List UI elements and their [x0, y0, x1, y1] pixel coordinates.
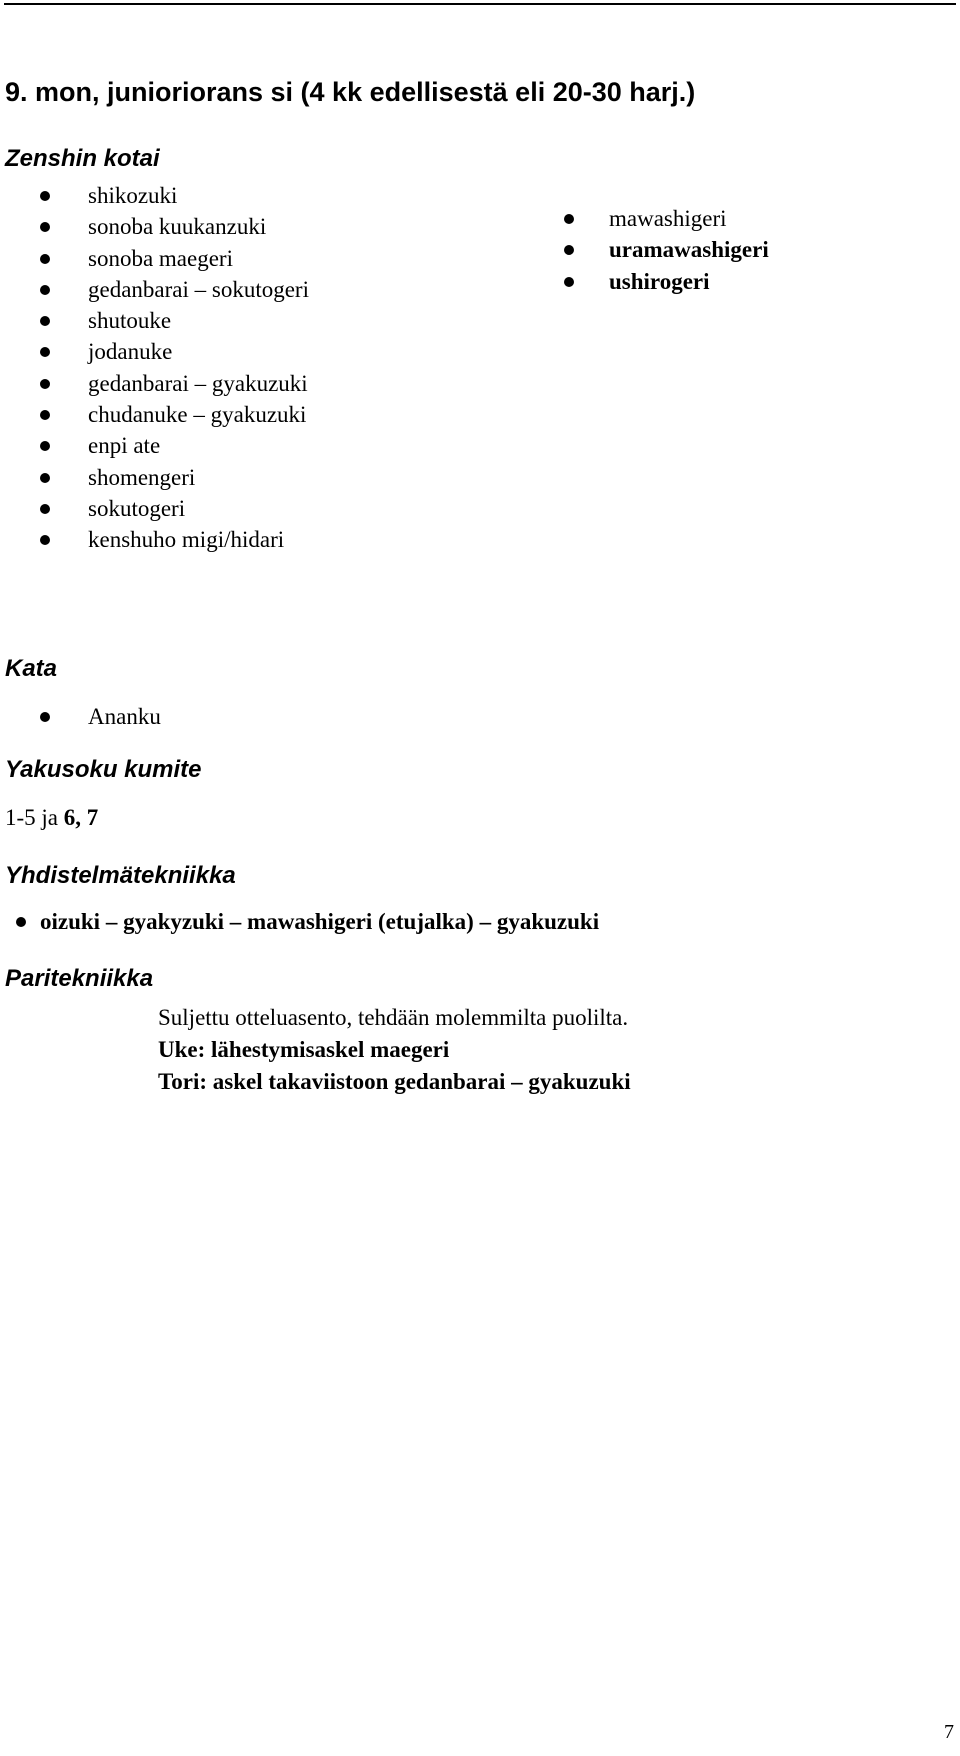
combination-text: oizuki – gyakyzuki – mawashigeri (etujalka) – gyakuzuki: [40, 909, 600, 934]
pair-line-uke: Uke: lähestymisaskel maegeri: [158, 1037, 450, 1062]
bullet-icon: [40, 535, 50, 545]
list-item-text: sonoba kuukanzuki: [88, 214, 267, 240]
list-item: [40, 493, 309, 524]
pair-line: Suljettu otteluasento, tehdään molemmilta puolilta.: [158, 1005, 629, 1030]
list-item-text: shomengeri: [88, 464, 196, 490]
list-item: [40, 368, 309, 399]
zenshin-right-list: [564, 203, 769, 297]
bullet-icon: [40, 410, 50, 420]
list-item-text: gedanbarai – sokutogeri: [88, 276, 309, 302]
heading-kata: Kata: [5, 655, 58, 682]
list-item: [40, 243, 309, 274]
list-item-text: shikozuki: [88, 183, 178, 208]
list-item-text: shutouke: [88, 308, 172, 334]
list-item-text: gedanbarai – gyakuzuki: [88, 370, 308, 396]
list-item: [40, 399, 309, 430]
list-item: [40, 180, 309, 211]
list-item-text: ushirogeri: [609, 268, 710, 294]
bullet-icon: [564, 214, 574, 224]
yakusoku-range: 1-5 ja: [5, 805, 64, 830]
page-title: 9. mon, junioriorans si (4 kk edellisestä eli 20-30 harj.): [5, 77, 696, 107]
bullet-icon: [16, 917, 26, 927]
list-item: [40, 305, 309, 336]
bullet-icon: [40, 441, 50, 451]
yakusoku-extra: 6, 7: [63, 805, 99, 830]
kata-list: [40, 701, 161, 732]
list-item-text: Ananku: [88, 704, 161, 729]
list-item: [40, 462, 309, 493]
list-item-text: sonoba maegeri: [88, 245, 233, 271]
zenshin-left-list: [40, 180, 309, 556]
bullet-icon: [40, 473, 50, 483]
list-item-text: kenshuho migi/hidari: [88, 527, 285, 553]
list-item-text: mawashigeri: [609, 206, 727, 231]
bullet-icon: [40, 379, 50, 389]
list-item-text: sokutogeri: [88, 495, 186, 521]
heading-yhdistelmatekniikka: Yhdistelmätekniikka: [5, 862, 236, 889]
bullet-icon: [564, 245, 574, 255]
bullet-icon: [40, 504, 50, 514]
bullet-icon: [40, 254, 50, 264]
bullet-icon: [40, 316, 50, 326]
list-item: [564, 234, 769, 265]
list-item: [40, 336, 309, 367]
bullet-icon: [564, 277, 574, 287]
combination-item: [16, 908, 599, 936]
list-item-text: chudanuke – gyakuzuki: [88, 402, 307, 428]
heading-paritekniikka: Paritekniikka: [5, 965, 154, 992]
top-rule: [4, 3, 956, 5]
bullet-icon: [40, 712, 50, 722]
heading-zenshin-kotai: Zenshin kotai: [5, 145, 160, 172]
list-item: [40, 524, 309, 555]
page-number: 7: [944, 1721, 954, 1743]
bullet-icon: [40, 222, 50, 232]
list-item: [40, 701, 161, 732]
list-item: [564, 203, 769, 234]
bullet-icon: [40, 285, 50, 295]
pair-line-tori: Tori: askel takaviistoon gedanbarai – gyakuzuki: [158, 1069, 631, 1094]
bullet-icon: [40, 347, 50, 357]
list-item: [40, 274, 309, 305]
bullet-icon: [40, 191, 50, 201]
list-item-text: enpi ate: [88, 433, 161, 459]
list-item: [40, 430, 309, 461]
pair-technique-text: [158, 1002, 631, 1098]
list-item-text: uramawashigeri: [609, 237, 769, 263]
list-item: [564, 266, 769, 297]
yakusoku-line: [5, 804, 98, 832]
list-item-text: jodanuke: [88, 339, 173, 365]
heading-yakusoku-kumite: Yakusoku kumite: [5, 756, 202, 783]
list-item: [40, 211, 309, 242]
